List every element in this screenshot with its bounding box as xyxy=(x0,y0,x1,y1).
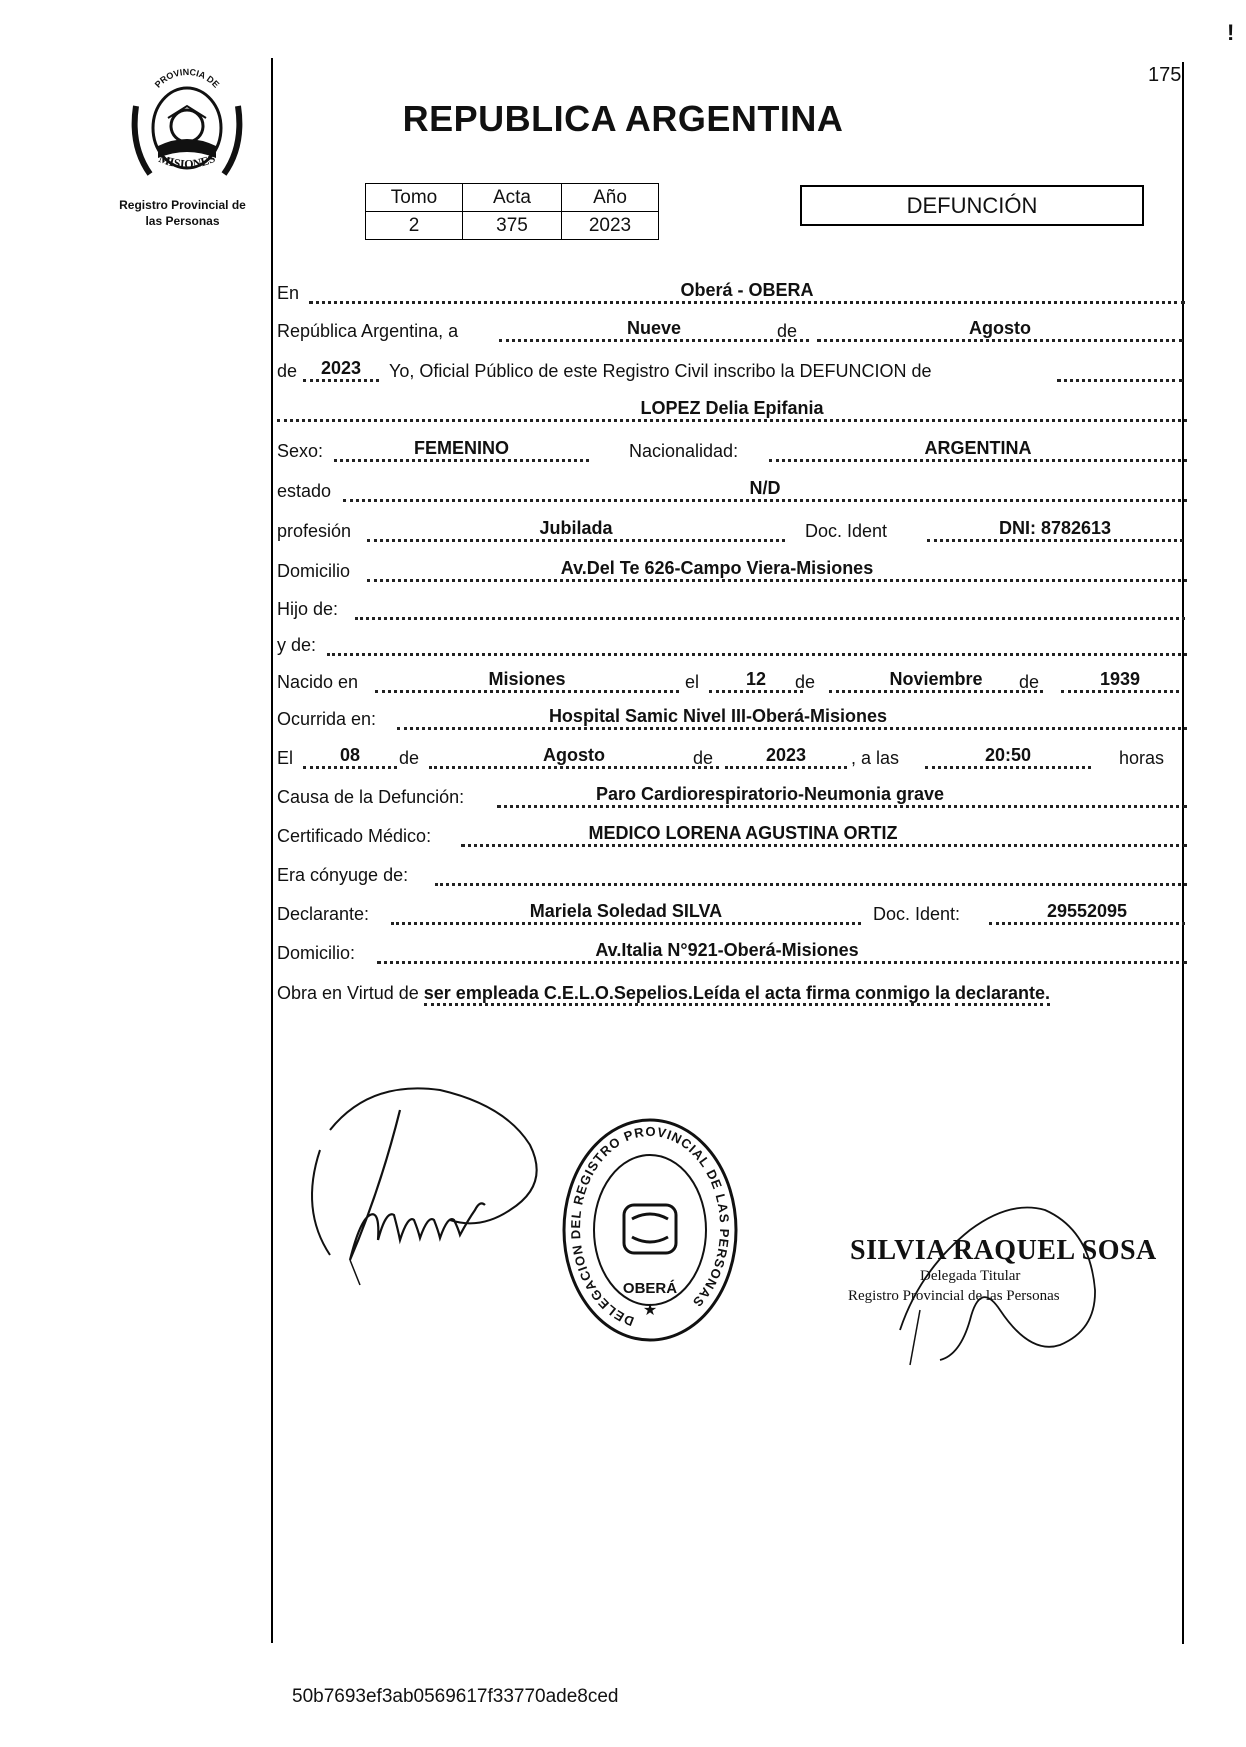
dotted-line xyxy=(829,690,1043,693)
label-domicilio: Domicilio xyxy=(277,561,351,581)
dotted-line xyxy=(334,459,589,462)
value-birth-day: 12 xyxy=(745,669,767,689)
row-sexo xyxy=(277,435,1187,467)
dotted-line xyxy=(377,961,1187,964)
value-place: Oberá - OBERA xyxy=(680,280,814,300)
reference-table xyxy=(365,183,659,240)
value-death-place: Hospital Samic Nivel III-Oberá-Misiones xyxy=(548,706,888,726)
row-conyuge xyxy=(277,859,1187,891)
dotted-line xyxy=(1057,379,1183,382)
label-de: de xyxy=(277,361,298,381)
reference-value: 2 xyxy=(366,212,463,240)
row-obra xyxy=(277,980,1189,1006)
row-domicilio xyxy=(277,555,1187,587)
value-death-year: 2023 xyxy=(765,745,807,765)
value-death-month: Agosto xyxy=(543,745,605,765)
dotted-line xyxy=(303,766,397,769)
svg-text:MISIONES xyxy=(157,151,218,171)
reference-header: Acta xyxy=(463,184,562,212)
row-domicilio-declarante xyxy=(277,937,1187,969)
label-de: de xyxy=(693,748,714,768)
dotted-line xyxy=(429,766,719,769)
seal-ring-text: DELEGACION DEL REGISTRO PROVINCIAL DE LAS PERSONAS xyxy=(567,1123,733,1330)
value-profession: Jubilada xyxy=(539,518,613,538)
label-el: El xyxy=(277,748,294,768)
signatory-role: Delegada Titular xyxy=(920,1268,1021,1284)
page-number: 175 xyxy=(1148,64,1182,86)
svg-text:PROVINCIA DE xyxy=(153,67,221,90)
value-obra-reason-cont: declarante. xyxy=(955,983,1050,1006)
dotted-line xyxy=(769,459,1187,462)
label-causa: Causa de la Defunción: xyxy=(277,787,465,807)
row-hijo xyxy=(277,593,1187,625)
label-conyuge: Era cónyuge de: xyxy=(277,865,409,885)
row-fecha xyxy=(277,315,1187,347)
value-cause: Paro Cardiorespiratorio-Neumonia grave xyxy=(595,784,945,804)
label-horas: horas xyxy=(1119,748,1165,768)
corner-mark: ! xyxy=(1227,20,1235,45)
registry-statement: Yo, Oficial Público de este Registro Civil inscribo la DEFUNCION de xyxy=(389,361,932,381)
label-obra: Obra en Virtud de xyxy=(277,983,419,1003)
value-address: Av.Del Te 626-Campo Viera-Misiones xyxy=(560,558,874,578)
value-civil-status: N/D xyxy=(749,478,781,498)
registry-line-1: Registro Provincial de xyxy=(119,198,246,212)
seal-star-icon: ★ xyxy=(642,1302,658,1319)
value-physician: MEDICO LORENA AGUSTINA ORTIZ xyxy=(588,823,898,843)
row-certificado xyxy=(277,820,1187,852)
dotted-line xyxy=(303,379,379,382)
left-margin-line xyxy=(271,58,273,1643)
label-certificado: Certificado Médico: xyxy=(277,826,432,846)
label-de: de xyxy=(777,321,798,341)
label-de: de xyxy=(399,748,420,768)
row-causa xyxy=(277,781,1187,813)
value-death-day: 08 xyxy=(339,745,361,765)
dotted-line xyxy=(367,539,785,542)
emblem-bottom-text: MISIONES xyxy=(156,151,218,172)
row-yde xyxy=(277,629,1187,661)
value-birth-month: Noviembre xyxy=(889,669,983,689)
label-nacido: Nacido en xyxy=(277,672,359,692)
row-el xyxy=(277,742,1187,774)
value-month: Agosto xyxy=(969,318,1031,338)
dotted-line xyxy=(367,579,1187,582)
dotted-line xyxy=(725,766,847,769)
label-de: de xyxy=(1019,672,1040,692)
label-sexo: Sexo: xyxy=(277,441,324,461)
emblem-top-text: PROVINCIA DE xyxy=(152,66,222,90)
label-doc-ident: Doc. Ident: xyxy=(873,904,961,924)
label-nacionalidad: Nacionalidad: xyxy=(629,441,739,461)
value-birth-year: 1939 xyxy=(1099,669,1141,689)
label-declarante: Declarante: xyxy=(277,904,370,924)
dotted-line xyxy=(925,766,1091,769)
dotted-line xyxy=(709,690,803,693)
signatory-name: SILVIA RAQUEL SOSA xyxy=(850,1235,1157,1266)
value-deceased-name: LOPEZ Delia Epifania xyxy=(640,398,824,418)
dotted-line xyxy=(435,883,1187,886)
value-obra-reason: ser empleada C.E.L.O.Sepelios.Leída el acta firma conmigo la xyxy=(424,983,950,1006)
value-nationality: ARGENTINA xyxy=(924,438,1032,458)
dotted-line xyxy=(277,419,1187,422)
row-nombre xyxy=(277,395,1187,427)
label-en: En xyxy=(277,283,300,303)
value-death-time: 20:50 xyxy=(984,745,1032,765)
dotted-line xyxy=(817,339,1183,342)
official-seal-icon xyxy=(560,1115,740,1345)
dotted-line xyxy=(497,805,1187,808)
row-nacido xyxy=(277,666,1187,698)
label-de: de xyxy=(795,672,816,692)
label-domicilio: Domicilio: xyxy=(277,943,356,963)
value-year: 2023 xyxy=(320,358,362,378)
value-doc-ident: DNI: 8782613 xyxy=(998,518,1112,538)
label-profesion: profesión xyxy=(277,521,352,541)
reference-header: Año xyxy=(562,184,659,212)
declarant-signature-icon xyxy=(290,1070,550,1290)
label-republica: República Argentina, a xyxy=(277,321,459,341)
label-hijo: Hijo de: xyxy=(277,599,339,619)
label-estado: estado xyxy=(277,481,332,501)
row-estado xyxy=(277,475,1187,507)
dotted-line xyxy=(397,727,1187,730)
reference-header-row xyxy=(366,184,659,212)
value-declarant-doc: 29552095 xyxy=(1046,901,1128,921)
seal-city-text: OBERÁ xyxy=(622,1280,678,1297)
row-declarante xyxy=(277,898,1187,930)
reference-value: 2023 xyxy=(562,212,659,240)
value-sex: FEMENINO xyxy=(413,438,509,458)
dotted-line xyxy=(375,690,679,693)
label-el: el xyxy=(685,672,700,692)
value-declarant-address: Av.Italia N°921-Oberá-Misiones xyxy=(595,940,859,960)
record-type-box: DEFUNCIÓN xyxy=(800,185,1144,226)
dotted-line xyxy=(391,922,861,925)
row-en xyxy=(277,277,1187,309)
dotted-line xyxy=(355,617,1185,620)
row-anio xyxy=(277,355,1187,387)
value-declarant: Mariela Soledad SILVA xyxy=(529,901,723,921)
value-birth-place: Misiones xyxy=(488,669,566,689)
registry-line-2: las Personas xyxy=(145,214,220,228)
signatory-registry: Registro Provincial de las Personas xyxy=(848,1288,1060,1304)
reference-value-row xyxy=(366,212,659,240)
label-yde: y de: xyxy=(277,635,317,655)
dotted-line xyxy=(343,499,1187,502)
dotted-line xyxy=(309,301,1185,304)
value-day: Nueve xyxy=(626,318,682,338)
dotted-line xyxy=(1061,690,1179,693)
reference-header: Tomo xyxy=(366,184,463,212)
label-doc-ident: Doc. Ident xyxy=(805,521,888,541)
dotted-line xyxy=(989,922,1185,925)
label-ocurrida: Ocurrida en: xyxy=(277,709,377,729)
reference-value: 375 xyxy=(463,212,562,240)
dotted-line xyxy=(327,653,1187,656)
row-profesion xyxy=(277,515,1187,547)
label-a-las: , a las xyxy=(851,748,900,768)
page-title: REPUBLICA ARGENTINA xyxy=(402,98,844,139)
registry-label xyxy=(90,197,275,229)
dotted-line xyxy=(499,339,809,342)
dotted-line xyxy=(927,539,1183,542)
document-hash: 50b7693ef3ab0569617f33770ade8ced xyxy=(292,1686,619,1707)
row-ocurrida xyxy=(277,703,1187,735)
dotted-line xyxy=(461,844,1187,847)
